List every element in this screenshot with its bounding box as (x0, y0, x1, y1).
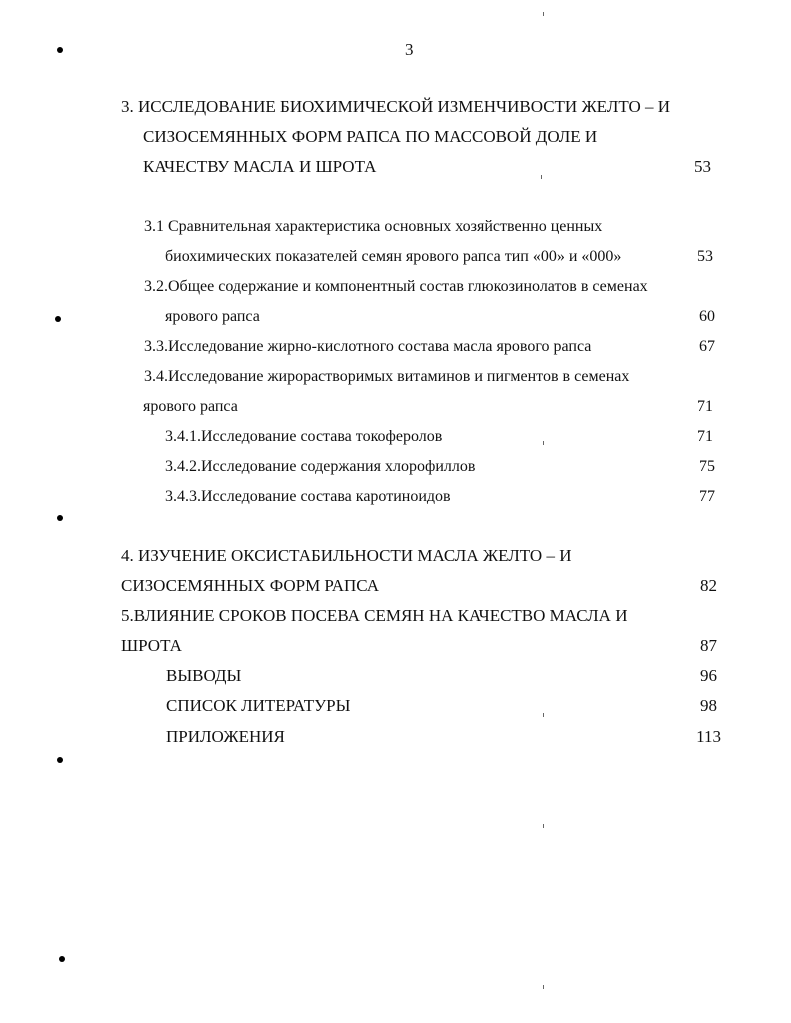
binder-hole-mark (55, 316, 61, 322)
binder-hole-mark (59, 956, 65, 962)
scan-speck (543, 985, 544, 989)
toc-entry-title-line: КАЧЕСТВУ МАСЛА И ШРОТА (143, 157, 377, 176)
toc-entry-title-line: СИЗОСЕМЯННЫХ ФОРМ РАПСА ПО МАССОВОЙ ДОЛЕ И (143, 127, 598, 146)
toc-page-number: 71 (697, 428, 713, 445)
binder-hole-mark (57, 515, 63, 521)
toc-entry-title-line: ярового рапса (165, 308, 260, 325)
toc-entry-title-line: 3.4.2.Исследование содержания хлорофиллов (165, 458, 476, 475)
toc-page-number: 98 (700, 696, 717, 715)
toc-entry-title-line: 5.ВЛИЯНИЕ СРОКОВ ПОСЕВА СЕМЯН НА КАЧЕСТВО МАСЛА И (121, 606, 628, 625)
toc-page-number: 53 (697, 248, 713, 265)
toc-entry-title-line: ШРОТА (121, 636, 182, 655)
toc-entry-title-line: ярового рапса (143, 398, 238, 415)
scan-speck (543, 12, 544, 16)
toc-page-number: 71 (697, 398, 713, 415)
toc-page-number: 53 (694, 157, 711, 176)
scan-speck (543, 824, 544, 828)
toc-entry-title-line: 3.2.Общее содержание и компонентный состав глюкозинолатов в семенах (144, 278, 648, 295)
toc-entry-title-line: биохимических показателей семян ярового рапса тип «00» и «000» (165, 248, 622, 265)
binder-hole-mark (57, 757, 63, 763)
toc-entry-title-line: ВЫВОДЫ (166, 666, 242, 685)
toc-entry-title-line: 3.4.1.Исследование состава токоферолов (165, 428, 443, 445)
scan-speck (541, 175, 542, 179)
toc-entry-title-line: 4. ИЗУЧЕНИЕ ОКСИСТАБИЛЬНОСТИ МАСЛА ЖЕЛТО – И (121, 546, 572, 565)
toc-page-number: 67 (699, 338, 715, 355)
toc-entry-title-line: 3.1 Сравнительная характеристика основных хозяйственно ценных (144, 218, 603, 235)
toc-page-number: 87 (700, 636, 717, 655)
toc-page-number: 75 (699, 458, 715, 475)
toc-page-number: 96 (700, 666, 717, 685)
page-number: 3 (405, 40, 414, 59)
toc-entry-title-line: ПРИЛОЖЕНИЯ (166, 727, 285, 746)
toc-entry-title-line: 3.4.Исследование жирорастворимых витаминов и пигментов в семенах (144, 368, 630, 385)
toc-entry-title-line: 3.3.Исследование жирно-кислотного состава масла ярового рапса (144, 338, 592, 355)
toc-page-number: 77 (699, 488, 715, 505)
toc-entry-title-line: 3.4.3.Исследование состава каротиноидов (165, 488, 451, 505)
toc-page-number: 113 (696, 727, 721, 746)
scan-speck (543, 441, 544, 445)
toc-page-number: 60 (699, 308, 715, 325)
scan-speck (543, 713, 544, 717)
toc-page-number: 82 (700, 576, 717, 595)
toc-entry-title-line: СИЗОСЕМЯННЫХ ФОРМ РАПСА (121, 576, 380, 595)
toc-entry-title-line: СПИСОК ЛИТЕРАТУРЫ (166, 696, 351, 715)
binder-hole-mark (57, 47, 63, 53)
toc-entry-title-line: 3. ИССЛЕДОВАНИЕ БИОХИМИЧЕСКОЙ ИЗМЕНЧИВОСТИ ЖЕЛТО – И (121, 97, 671, 116)
